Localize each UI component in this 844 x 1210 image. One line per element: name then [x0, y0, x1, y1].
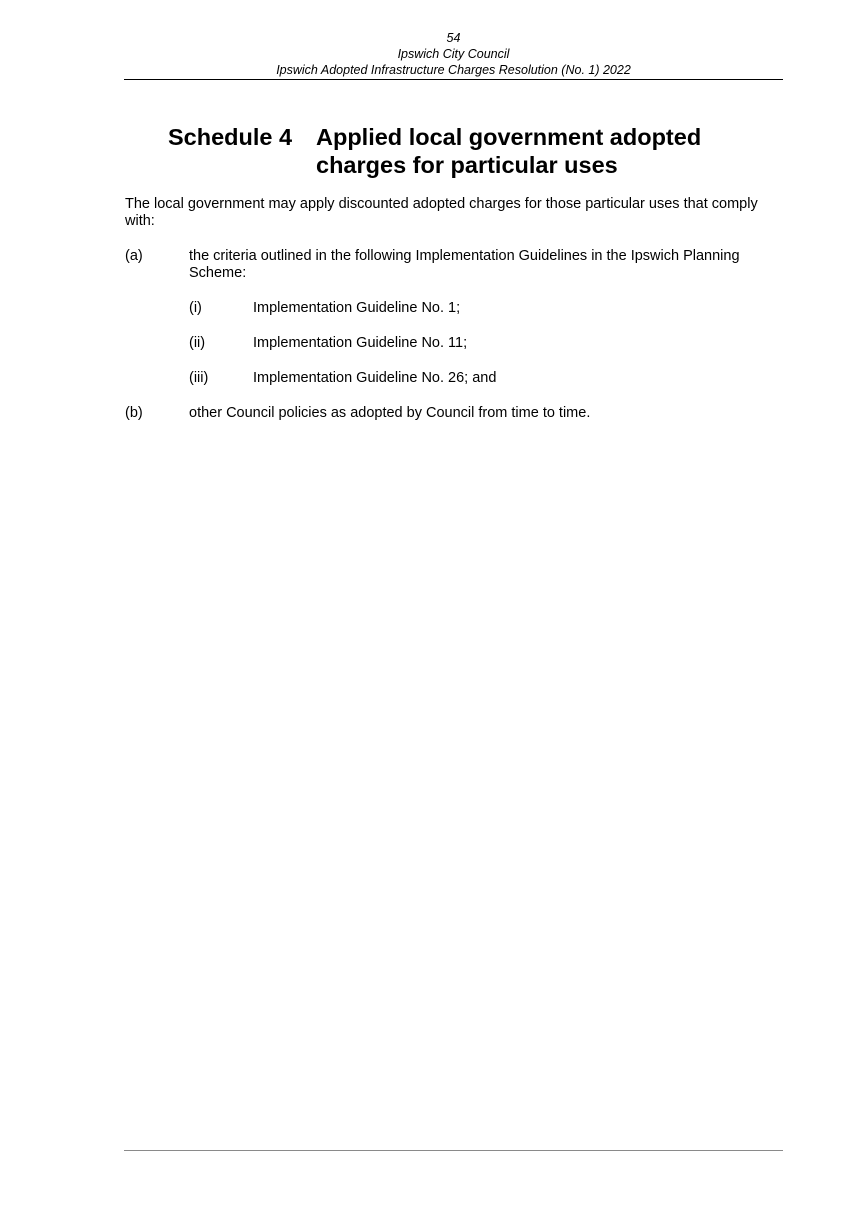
schedule-number: Schedule 4	[168, 124, 293, 150]
document-title: Ipswich Adopted Infrastructure Charges Resolution (No. 1) 2022	[276, 63, 631, 77]
list-item-label: (b)	[125, 405, 143, 421]
intro-paragraph: The local government may apply discounted adopted charges for those particular uses that comply with:	[125, 196, 758, 229]
sublist-item-text: Implementation Guideline No. 26; and	[253, 370, 497, 386]
schedule-title: Applied local government adopted charges for particular uses	[316, 124, 702, 178]
council-name: Ipswich City Council	[397, 47, 510, 61]
footer-divider	[124, 1150, 783, 1151]
sublist-item-text: Implementation Guideline No. 11;	[253, 335, 468, 351]
list-item-text: the criteria outlined in the following Implementation Guidelines in the Ipswich Planning Scheme:	[189, 248, 740, 281]
sublist-item-label: (iii)	[189, 370, 209, 386]
page-number: 54	[446, 31, 461, 45]
list-item-label: (a)	[125, 248, 143, 264]
list-item-text: other Council policies as adopted by Council from time to time.	[189, 405, 591, 421]
sublist-item-text: Implementation Guideline No. 1;	[253, 300, 461, 316]
header-divider	[124, 79, 783, 80]
sublist-item-label: (ii)	[189, 335, 206, 351]
sublist-item-label: (i)	[189, 300, 202, 316]
page-header	[124, 30, 783, 78]
